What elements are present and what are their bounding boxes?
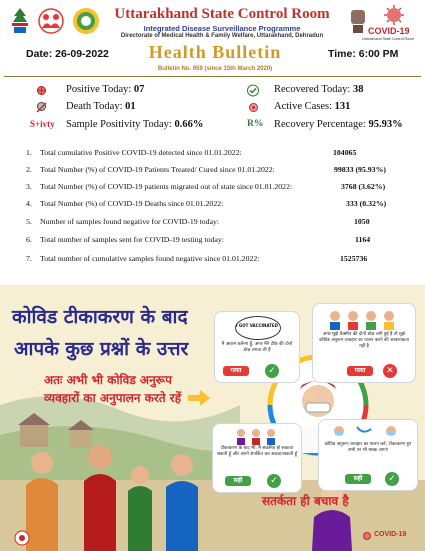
list-item-value: 3768 (3.62%) <box>341 182 386 191</box>
vaccinated-badge <box>235 316 281 340</box>
list-item-label: Total cumulative Positive COVID-19 detected since 01.01.2022: <box>40 148 242 157</box>
bulletin-number: Bulletin No. 959 (since 15th March 2020) <box>157 66 273 72</box>
active-cases-icon <box>246 101 260 113</box>
card-1-text: मैं आराम करूँगा हूँ, अगर मैंने टीके की दोनों डोज़ लगवा लीं हैं <box>221 342 293 353</box>
check-icon: ✓ <box>265 364 279 378</box>
header <box>0 0 425 46</box>
list-item-label: Total Number (%) of COVID-19 Patients Treated/ Cured since 01.01.2022: <box>40 165 275 174</box>
nhm-logo <box>36 8 66 34</box>
death-today-value: 01 <box>125 101 136 112</box>
sample-positivity <box>66 119 203 130</box>
family-icon <box>231 427 281 445</box>
poster-note-line2: व्यवहारों का अनुपालन करते रहें <box>44 391 182 405</box>
vaccinated-badge-text: I GOT VACCINATED <box>236 323 278 328</box>
national-emblem-logo <box>348 6 368 36</box>
covid-logo-subtext: Uttarakhand State Control Room <box>362 37 415 41</box>
death-today <box>66 101 136 112</box>
poster-note-line1: अतः अभी भी कोविड अनुरूप <box>44 373 172 387</box>
header-divider <box>4 76 421 77</box>
card-2-text: अगर मुझे वैक्सीन की दोनों डोज़ लगी हुई हैं तो मुझे कोविड अनुरूप व्यवहार का पालन करने की आवश्यकता नहीं है <box>319 332 409 349</box>
recovered-today <box>274 84 363 95</box>
poster-covid-tag: COVID-19 <box>374 531 407 538</box>
list-item-value: 1164 <box>355 235 371 244</box>
check-icon: ✓ <box>385 472 399 486</box>
list-item-label: Total Number (%) of COVID-19 patients migrated out of state since 01.01.2022: <box>40 182 293 191</box>
bulletin-time: Time: 6:00 PM <box>328 48 399 60</box>
covid-virus-icon <box>382 4 406 26</box>
death-today-label: Death Today: <box>66 101 123 112</box>
card-4-true-pill: सही <box>345 474 371 484</box>
check-icon: ✓ <box>267 474 281 488</box>
list-item-index: 7. <box>26 254 32 263</box>
list-item-label: Total number of cumulative samples found negative since 01.01.2022: <box>40 254 260 263</box>
cumulative-list <box>0 145 425 270</box>
recovery-percentage-value: 95.93% <box>368 119 403 130</box>
faq-card-3 <box>212 423 302 493</box>
death-icon <box>34 101 48 113</box>
arrow-right-icon <box>188 389 210 407</box>
recovered-today-value: 38 <box>352 84 364 95</box>
poster-slogan: सतर्कता ही बचाव है <box>262 494 349 508</box>
recovery-percent-icon: R% <box>247 119 264 129</box>
covid-virus-icon <box>362 531 372 541</box>
list-item-label: Total number of samples sent for COVID-19 testing today: <box>40 235 224 244</box>
group-people-icon <box>323 308 403 330</box>
list-item-label: Number of samples found negative for COVID-19 today: <box>40 217 220 226</box>
bulletin-heading: Health Bulletin <box>148 42 282 62</box>
card-4-text: कोविड अनुरूप व्यवहार का पालन करें, टीकाकरण हुए सभी पर भी मास्क लगाएं <box>324 442 412 453</box>
bulletin-date: Date: 26-09-2022 <box>26 48 109 60</box>
positive-today-value: 07 <box>133 84 145 95</box>
covid-logo-text: COVID-19 <box>368 26 410 36</box>
list-item-index: 4. <box>26 199 32 208</box>
positivity-icon: S+ivty <box>30 119 55 129</box>
sample-positivity-label: Sample Positivity Today: <box>66 119 172 130</box>
sample-positivity-value: 0.66% <box>174 119 204 130</box>
poster-title-line2: आपके कुछ प्रश्नों के उत्तर <box>14 338 189 360</box>
active-cases <box>274 101 350 112</box>
recovered-check-icon <box>246 84 260 96</box>
faq-card-4 <box>318 419 418 491</box>
cross-icon: ✕ <box>383 364 397 378</box>
positive-today <box>66 84 144 95</box>
recovery-percentage <box>274 119 403 130</box>
list-item-index: 3. <box>26 182 32 191</box>
list-item-value: 1525736 <box>340 254 368 263</box>
idsp-logo <box>72 6 100 36</box>
card-1-false-pill: गलत <box>223 366 249 376</box>
faq-card-2 <box>312 303 416 383</box>
list-item-label: Total Number (%) of COVID-19 Deaths since 01.01.2022: <box>40 199 224 208</box>
card-2-false-pill: गलत <box>347 366 373 376</box>
recovered-today-label: Recovered Today: <box>274 84 351 95</box>
active-cases-value: 131 <box>334 101 351 112</box>
positive-today-label: Positive Today: <box>66 84 132 95</box>
list-item-value: 104065 <box>333 148 357 157</box>
list-item-index: 5. <box>26 217 32 226</box>
list-item-value: 333 (0.32%) <box>346 199 387 208</box>
positive-virus-icon <box>34 84 48 96</box>
active-cases-label: Active Cases: <box>274 101 333 112</box>
vaccination-poster <box>0 285 425 551</box>
list-item-index: 2. <box>26 165 32 174</box>
list-item-value: 99833 (95.93%) <box>334 165 386 174</box>
department-name: Directorate of Medical Health & Family Welfare, Uttarakhand, Dehradun <box>120 33 324 39</box>
list-item-value: 1050 <box>354 217 370 226</box>
card-3-text: टीकाकरण के बाद भी, मैं संक्रमित हो सकता/सकती हूँ और अपने संपर्कित कर सकता/सकती हूँ <box>217 446 298 457</box>
control-room-title: Uttarakhand State Control Room <box>114 6 330 22</box>
list-item-index: 1. <box>26 148 32 157</box>
poster-title-line1: कोविड टीकाकरण के बाद <box>12 306 188 328</box>
handwash-mask-icon <box>327 423 409 441</box>
faq-card-1 <box>214 311 300 383</box>
programme-subtitle: Integrated Disease Surveillance Programme <box>143 24 301 33</box>
recovery-percentage-label: Recovery Percentage: <box>274 119 366 130</box>
card-3-true-pill: सही <box>225 476 251 486</box>
uttarakhand-emblem-logo <box>14 529 30 547</box>
list-item-index: 6. <box>26 235 32 244</box>
uttarakhand-emblem-logo <box>8 6 32 36</box>
